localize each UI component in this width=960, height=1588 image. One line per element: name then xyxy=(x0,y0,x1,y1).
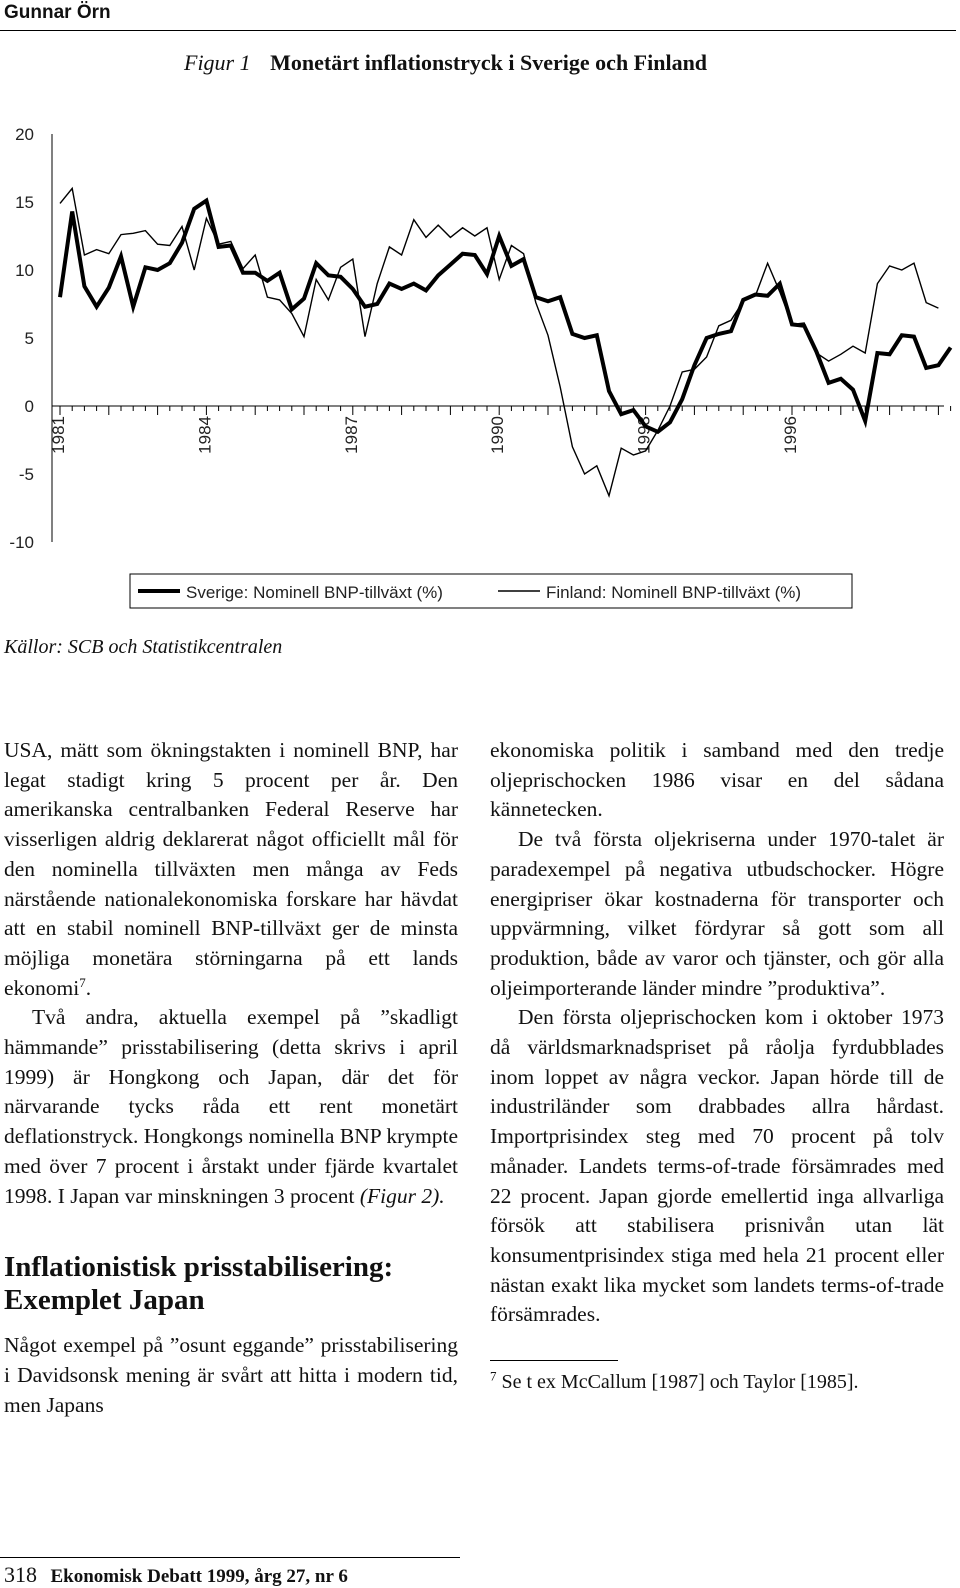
figure-label: Figur 1 xyxy=(184,50,251,75)
paragraph: Den första oljeprischocken kom i oktober 1973 då världsmarknadspriset på råolja fyrdubblades inom loppet av några veckor. Japan hörde till de industriländer som drabbades allra hårdast. Importprisindex steg med 70 procent på tolv månader. Landets terms-of-trade försämrades med 22 procent. Japan gjorde emellertid inga allvarliga försök att stabilisera prisnivån utan lät konsumentprisindex stiga med hela 21 procent eller nästan exakt lika mycket som landets terms-of-trade försämrades. xyxy=(490,1005,944,1327)
text-column-left xyxy=(4,736,458,1420)
footnote-ref: 7 xyxy=(79,974,86,990)
paragraph-end: . xyxy=(85,975,92,1000)
legend-label-finland: Finland: Nominell BNP-tillväxt (%) xyxy=(546,583,802,602)
paragraph xyxy=(4,736,458,1003)
paragraph xyxy=(4,1003,458,1211)
page-number: 318 xyxy=(4,1562,37,1587)
footnote-number: 7 xyxy=(490,1368,497,1384)
journal-name: Ekonomisk Debatt 1999, årg 27, nr 6 xyxy=(50,1566,348,1587)
paragraph: De två första oljekriserna under 1970-talet är paradexempel på negativa utbudschocker. Högre energipriser ökar kostnaderna för transporter och uppvärmning, vilket fördyrar så gott som all produktion, både av varor och tjänster, och gör alla oljeimporterande länder mindre ”produktiva”. xyxy=(490,827,944,1000)
figure-sources: Källor: SCB och Statistikcentralen xyxy=(4,636,283,658)
header-rule xyxy=(0,30,956,31)
x-tick-label: 1981 xyxy=(49,416,68,454)
folio xyxy=(4,1562,348,1588)
y-tick-label: 15 xyxy=(15,193,34,212)
figure-caption xyxy=(184,50,707,76)
footer-rule xyxy=(0,1557,460,1558)
figure-ref: (Figur 2). xyxy=(359,1183,445,1208)
footnote-rule xyxy=(490,1360,618,1361)
x-tick-label: 1996 xyxy=(781,416,800,454)
y-tick-label: -5 xyxy=(18,465,34,484)
y-tick-label: 10 xyxy=(15,261,34,280)
paragraph-text: USA, mätt som ökningstakten i nominell BNP, har legat stadigt kring 5 procent per år. Den amerikanska centralbanken Federal Reserve har visserligen aldrig deklarerat något officiellt mål för den nominella tillväxten men många av Feds närstående nationalekonomiska forskare har hävdat att en stabil nominell BNP-tillväxt ger de minsta möjliga monetära störningarna på ett lands ekonomi xyxy=(4,738,458,1000)
paragraph: Något exempel på ”osunt eggande” prisstabilisering i Davidsonsk mening är svårt att hitta i modern tid, men Japans xyxy=(4,1333,458,1417)
x-tick-label: 1984 xyxy=(195,416,215,454)
line-chart xyxy=(0,110,960,610)
section-heading: Inflationistisk prisstabilisering: Exemplet Japan xyxy=(4,1251,394,1317)
y-tick-label: 5 xyxy=(24,329,34,348)
x-tick-label: 1993 xyxy=(634,416,654,454)
x-tick-label: 1990 xyxy=(488,416,508,454)
series-line-sverige xyxy=(60,201,951,432)
footnote-text: Se t ex McCallum [1987] och Taylor [1985]. xyxy=(501,1371,859,1394)
paragraph-text: Två andra, aktuella exempel på ”skadligt hämmande” prisstabilisering (detta skrivs i april 1999) är Hongkong och Japan, där det för närvarande tycks råda ett rent monetärt deflationstryck. Hongkongs nominella BNP krympte med över 7 procent i årstakt under fjärde kvartalet 1998. I Japan var minskningen 3 procent xyxy=(4,1005,458,1208)
footnote xyxy=(490,1369,944,1395)
figure-title: Monetärt inflationstryck i Sverige och Finland xyxy=(270,50,708,75)
y-tick-label: 0 xyxy=(24,397,34,416)
text-column-right xyxy=(490,736,944,1395)
x-tick-label: 1987 xyxy=(341,416,361,454)
running-head: Gunnar Örn xyxy=(4,2,111,23)
y-tick-label: 20 xyxy=(15,125,34,144)
y-tick-label: -10 xyxy=(9,533,34,552)
legend-label-sverige: Sverige: Nominell BNP-tillväxt (%) xyxy=(186,583,443,602)
paragraph: ekonomiska politik i samband med den tredje oljeprischocken 1986 visar en del sådana kännetecken. xyxy=(490,738,944,822)
